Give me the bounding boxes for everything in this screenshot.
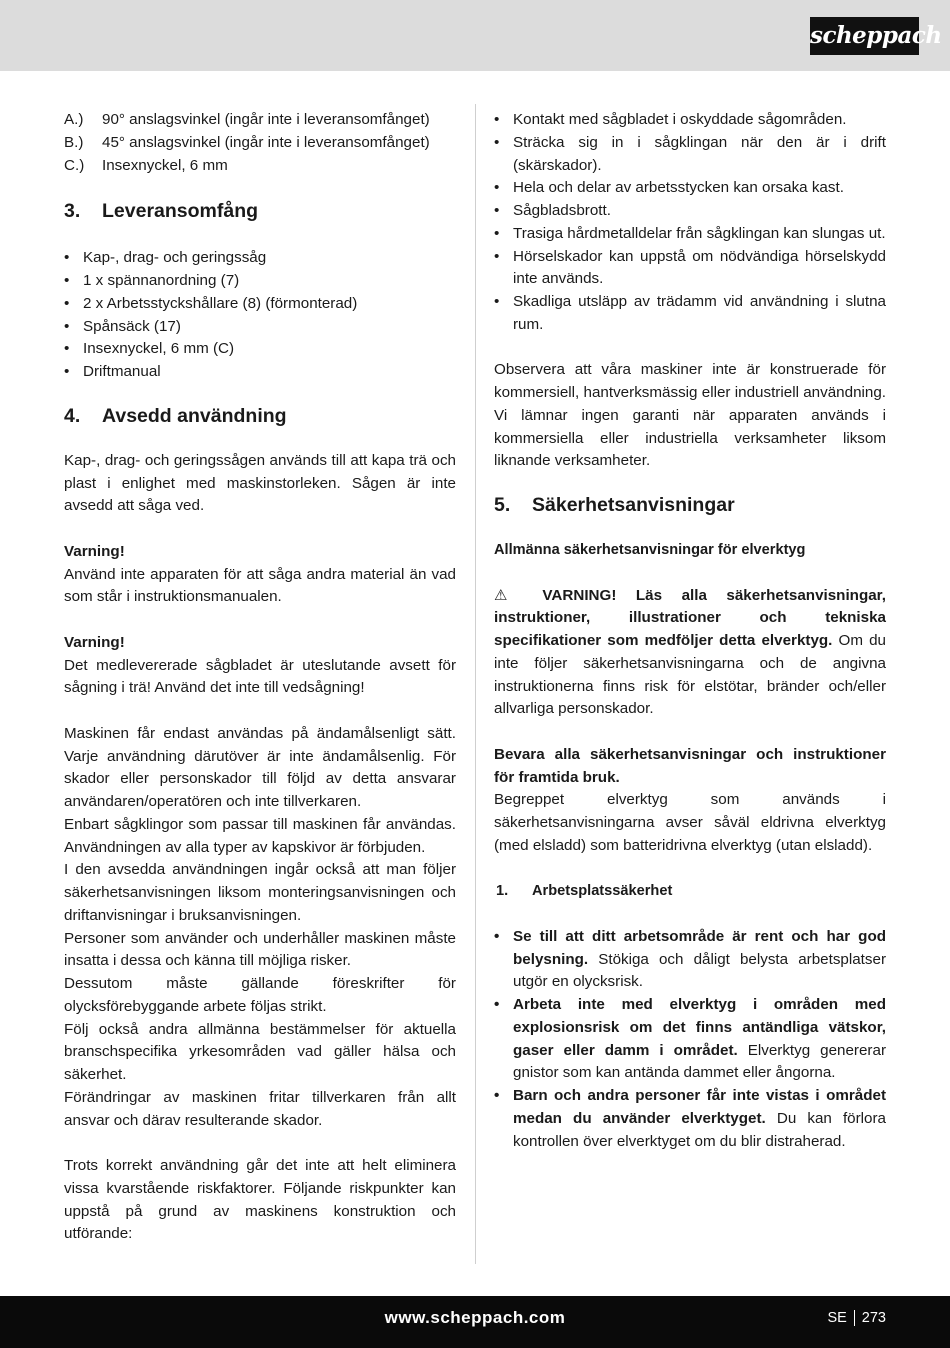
list-item [494, 926, 886, 994]
keep-instructions-title: Bevara alla säkerhetsanvisningar och instruktioner för framtida bruk. [494, 745, 886, 786]
delivery-list [64, 247, 456, 384]
warning-body-text: Om du inte följer säkerhetsanvisningarna och de angivna instruktionerna finns risk för elstötar, bränder och/eller allvarliga personskador. [494, 632, 886, 718]
subsection-heading [494, 880, 886, 903]
accessory-list [64, 109, 456, 177]
paragraph: Förändringar av maskinen fritar tillverkaren från allt ansvar och därav resulterande skador. [64, 1088, 456, 1129]
item-key: C.) [64, 156, 85, 174]
item-key: A.) [64, 111, 84, 128]
workplace-safety-list [494, 926, 886, 1154]
list-item [494, 994, 886, 1085]
language-code: SE [827, 1310, 847, 1326]
item-text: Du kan förlora kontrollen över elverktyget om du blir distraherad. [513, 1109, 886, 1150]
list-item: • 1 x spännanordning (7) [64, 270, 456, 293]
list-item [494, 1085, 886, 1153]
section-number: 3. [64, 200, 81, 223]
column-divider [475, 104, 476, 1264]
paragraph: Enbart sågklingor som passar till maskinen får användas. Användningen av alla typer av kapskivor är förbjuden. [64, 815, 456, 856]
warning-title: Varning! [64, 633, 125, 651]
intended-use-paragraph: Kap-, drag- och geringssågen används till att kapa trä och plast i enlighet med maskinstorleken. Sågen är inte avsedd att såga ved. [64, 451, 456, 515]
keep-instructions-text: Begreppet elverktyg som används i säkerhetsanvisningarna avser såväl eldrivna elverktyg (med elsladd) som batteridrivna elverktyg (utan elsladd). [494, 791, 886, 854]
accessory-item [64, 109, 456, 132]
subsection-title: Arbetsplatssäkerhet [532, 883, 673, 900]
warning-text: Det medlevererade sågbladet är uteslutande avsett för sågning i trä! Använd det inte till vedsågning! [64, 656, 456, 697]
residual-risk-paragraph: Trots korrekt användning går det inte att helt eliminera vissa kvarstående riskfaktorer. Följande riskpunkter kan uppstå på grund av maskinens konstruktion och utförande: [64, 1157, 456, 1243]
section-title: Säkerhetsanvisningar [532, 494, 735, 516]
section-heading-4 [64, 402, 456, 430]
list-item: • 2 x Arbetsstyckshållare (8) (förmonterad) [64, 293, 456, 316]
list-item: • Sågbladsbrott. [494, 200, 886, 223]
warning-title: Varning! [64, 542, 125, 560]
section-title: Avsedd användning [102, 404, 287, 427]
list-item: • Hörselskador kan uppstå om nödvändiga hörselskydd inte används. [494, 246, 886, 292]
list-item: • Sträcka sig in i sågklingan när den är i drift (skärskador). [494, 132, 886, 178]
subsection-number: 1. [496, 883, 509, 900]
list-item: • Spånsäck (17) [64, 316, 456, 339]
list-item: • Skadliga utsläpp av trädamm vid användning i slutna rum. [494, 291, 886, 337]
risk-list [494, 109, 886, 337]
item-key: B.) [64, 133, 84, 151]
section-number: 5. [494, 494, 511, 516]
website-link[interactable]: www.scheppach.com [384, 1308, 566, 1327]
commercial-use-paragraph: Observera att våra maskiner inte är konstruerade för kommersiell, hantverksmässig eller industriell användning. Vi lämnar ingen garanti när apparaten används i kommersiella eller industriella verksamheter liksom liknande verksamheter. [494, 361, 886, 470]
paragraph: Maskinen får endast användas på ändamålsenligt sätt. Varje användning därutöver är inte ändamålsenlig. För skador eller personskador till följd av detta ansvarar användaren/operatören och inte tillverkaren. [64, 724, 456, 810]
page-number [827, 1310, 886, 1326]
item-text: Stökiga och dåligt belysta arbetsplatser utgör en olycksrisk. [513, 950, 886, 991]
item-bold-text: Se till att ditt arbetsområde är rent och har god belysning. [513, 927, 886, 968]
item-bold-text: Barn och andra personer får inte vistas i området medan du använder elverktyget. [513, 1087, 886, 1127]
paragraph: Personer som använder och underhåller maskinen måste insatta i dessa och känna till möjliga risker. [64, 929, 456, 970]
item-text: Elverktyg genererar gnistor som kan antända dammet eller ångorna. [513, 1041, 886, 1082]
list-item: • Driftmanual [64, 361, 456, 384]
paragraph: Dessutom måste gällande föreskrifter för olycksförebyggande arbete följas strikt. [64, 975, 456, 1015]
right-column [494, 109, 886, 1153]
accessory-item [64, 155, 456, 178]
paragraph: I den avsedda användningen ingår också att man följer säkerhetsanvisningen liksom monteringsanvisningen och driftanvisningar i bruksanvisningen. [64, 861, 456, 924]
item-bold-text: Arbeta inte med elverktyg i områden med explosionsrisk om det finns antändliga vätskor, gaser eller damm i området. [513, 996, 886, 1059]
accessory-item [64, 132, 456, 155]
warning-paragraph [494, 585, 886, 722]
section-heading-3 [64, 197, 456, 225]
list-item: • Kontakt med sågbladet i oskyddade sågområden. [494, 109, 886, 132]
warning-triangle-icon: ⚠ [494, 586, 523, 604]
item-text: 90° anslagsvinkel (ingår inte i leveransomfånget) [102, 111, 430, 128]
list-item: • Trasiga hårdmetalldelar från sågklingan kan slungas ut. [494, 223, 886, 246]
section-heading-5 [494, 491, 886, 519]
brand-logo: scheppach [810, 17, 919, 55]
list-item: • Hela och delar av arbetsstycken kan orsaka kast. [494, 177, 886, 200]
subsection-title: Allmänna säkerhetsanvisningar för elverktyg [494, 542, 806, 558]
item-text: 45° anslagsvinkel (ingår inte i leveransomfånget) [102, 133, 430, 151]
footer-band [0, 1296, 950, 1348]
list-item: • Insexnyckel, 6 mm (C) [64, 338, 456, 361]
list-item: • Kap-, drag- och geringssåg [64, 247, 456, 270]
warning-bold-text: VARNING! Läs alla säkerhetsanvisningar, instruktioner, illustrationer och tekniska specifikationer som medföljer detta elverktyg. [494, 586, 886, 649]
section-title: Leveransomfång [102, 200, 259, 223]
separator [854, 1310, 855, 1326]
left-column [64, 109, 456, 1246]
warning-text: Använd inte apparaten för att såga andra material än vad som står i instruktionsmanualen. [64, 565, 456, 606]
header-band [0, 0, 950, 71]
page-num: 273 [861, 1310, 886, 1326]
paragraph: Följ också andra allmänna bestämmelser för aktuella branschspecifika yrkesområden vad gäller hälsa och säkerhet. [64, 1020, 456, 1083]
section-number: 4. [64, 404, 81, 427]
item-text: Insexnyckel, 6 mm [102, 156, 228, 174]
